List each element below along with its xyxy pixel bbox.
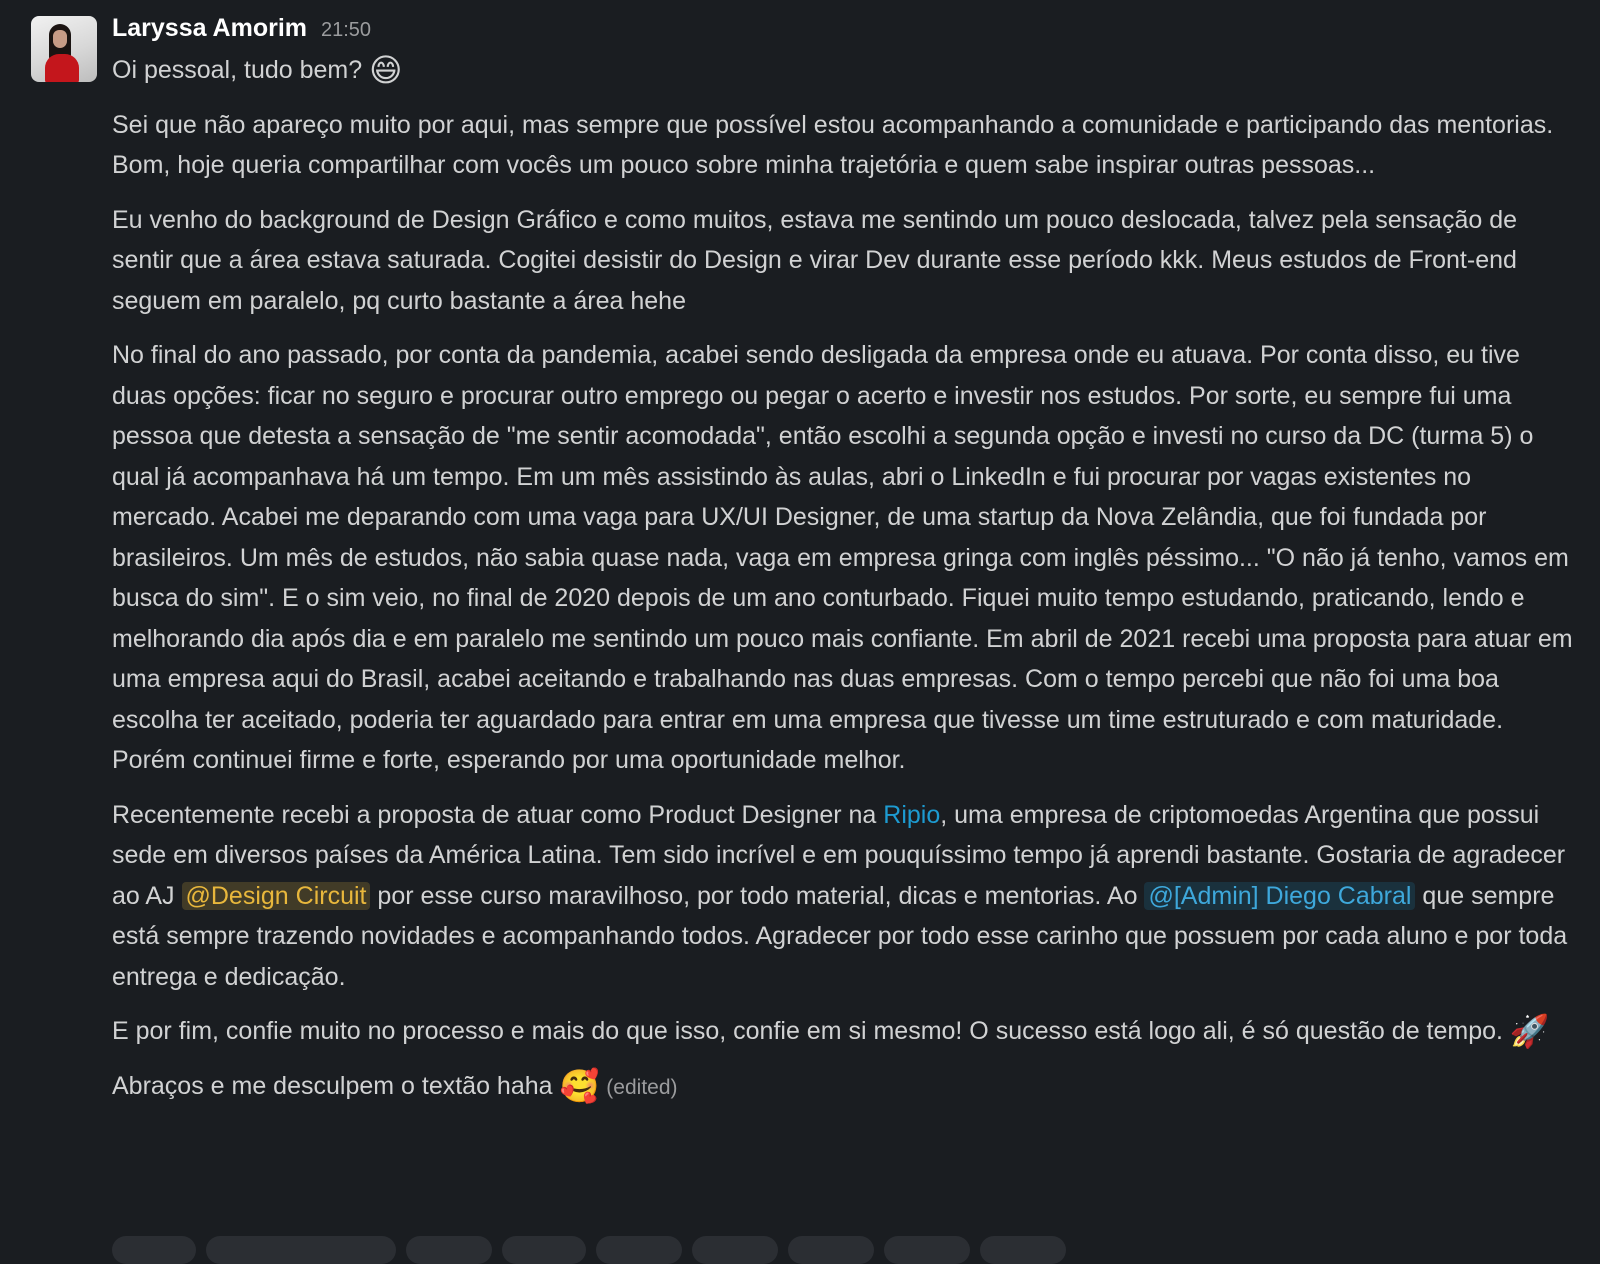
reaction-pill[interactable] <box>788 1236 874 1264</box>
paragraph-5-text: E por fim, confie muito no processo e mais do que isso, confie em si mesmo! O sucesso está logo ali, é só questão de tempo. <box>112 1017 1503 1045</box>
reactions-bar <box>112 1236 1066 1264</box>
mention-diego-cabral[interactable]: @[Admin] Diego Cabral <box>1144 882 1415 910</box>
paragraph-4 <box>112 795 1577 998</box>
avatar[interactable] <box>31 16 97 82</box>
reaction-pill[interactable] <box>596 1236 682 1264</box>
paragraph-5 <box>112 1011 1577 1052</box>
reaction-pill[interactable] <box>206 1236 396 1264</box>
mention-design-circuit[interactable]: @Design Circuit <box>182 882 371 910</box>
smiling-face-with-hearts-emoji: 🥰 <box>559 1067 600 1104</box>
reaction-pill[interactable] <box>502 1236 586 1264</box>
paragraph-2: Eu venho do background de Design Gráfico e como muitos, estava me sentindo um pouco deslocada, talvez pela sensação de sentir que a área estava saturada. Cogitei desistir do Design e virar Dev durante esse período kkk. Meus estudos de Front-end seguem em paralelo, pq curto bastante a área hehe <box>112 205 1518 315</box>
paragraph-4-text-c: por esse curso maravilhoso, por todo material, dicas e mentorias. Ao <box>370 881 1145 910</box>
paragraph-1: Sei que não apareço muito por aqui, mas sempre que possível estou acompanhando a comunidade e participando das mentorias. Bom, hoje queria compartilhar com vocês um pouco sobre minha trajetória e quem sabe inspirar outras pessoas... <box>112 110 1554 179</box>
message-header <box>112 10 1577 54</box>
greeting-text: Oi pessoal, tudo bem? <box>112 56 363 84</box>
reaction-pill[interactable] <box>112 1236 196 1264</box>
greeting-paragraph <box>112 50 1577 91</box>
author-name[interactable]: Laryssa Amorim <box>112 14 307 42</box>
reaction-pill[interactable] <box>980 1236 1066 1264</box>
grinning-face-emoji: 😄 <box>369 52 403 88</box>
reaction-pill[interactable] <box>406 1236 492 1264</box>
paragraph-3: No final do ano passado, por conta da pandemia, acabei sendo desligada da empresa onde eu atuava. Por conta disso, eu tive duas opções: ficar no seguro e procurar outro emprego ou pegar o acerto e investir nos estudos. Por sorte, eu sempre fui uma pessoa que detesta a sensação de "me sentir acomodada", então escolhi a segunda opção e investi no curso da DC (turma 5) o qual já acompanhava há um tempo. Em um mês assistindo às aulas, abri o LinkedIn e fui procurar por vagas existentes no mercado. Acabei me deparando com uma vaga para UX/UI Designer, de uma startup da Nova Zelândia, que foi fundada por brasileiros. Um mês de estudos, não sabia quase nada, vaga em empresa gringa com inglês péssimo... "O não já tenho, vamos em busca do sim". E o sim veio, no final de 2020 depois de um ano conturbado. Fiquei muito tempo estudando, praticando, lendo e melhorando dia após dia e em paralelo me sentindo um pouco mais confiante. Em abril de 2021 recebi uma proposta para atuar em uma empresa aqui do Brasil, acabei aceitando e trabalhando nas duas empresas. Com o tempo percebi que não foi uma boa escolha ter aceitado, poderia ter aguardado para entrar em uma empresa que tivesse um time estruturado e com maturidade. Porém continuei firme e forte, esperando por uma oportunidade melhor. <box>112 341 1573 774</box>
avatar-face <box>53 30 67 48</box>
paragraph-4-text-d: que sempre está sempre trazendo novidades e acompanhando todos. Agradecer por todo esse carinho que possuem por cada aluno e por toda entrega e dedicação. <box>112 881 1568 991</box>
message-content <box>112 10 1577 1122</box>
timestamp[interactable]: 21:50 <box>321 19 372 41</box>
reaction-pill[interactable] <box>884 1236 970 1264</box>
paragraph-6-text: Abraços e me desculpem o textão haha <box>112 1071 553 1100</box>
ripio-link[interactable]: Ripio <box>883 800 941 829</box>
paragraph-4-text-b: , uma empresa de criptomoedas Argentina que possui sede em diversos países da América Latina. Tem sido incrível e em pouquíssimo tempo já aprendi bastante. Gostaria de agradecer ao AJ <box>112 800 1566 910</box>
paragraph-6 <box>112 1066 1577 1109</box>
reaction-pill[interactable] <box>692 1236 778 1264</box>
paragraph-4-text-a: Recentemente recebi a proposta de atuar como Product Designer na <box>112 800 884 829</box>
edited-label: (edited) <box>606 1075 678 1099</box>
avatar-dress <box>45 54 79 82</box>
rocket-emoji: 🚀 <box>1509 1013 1550 1049</box>
